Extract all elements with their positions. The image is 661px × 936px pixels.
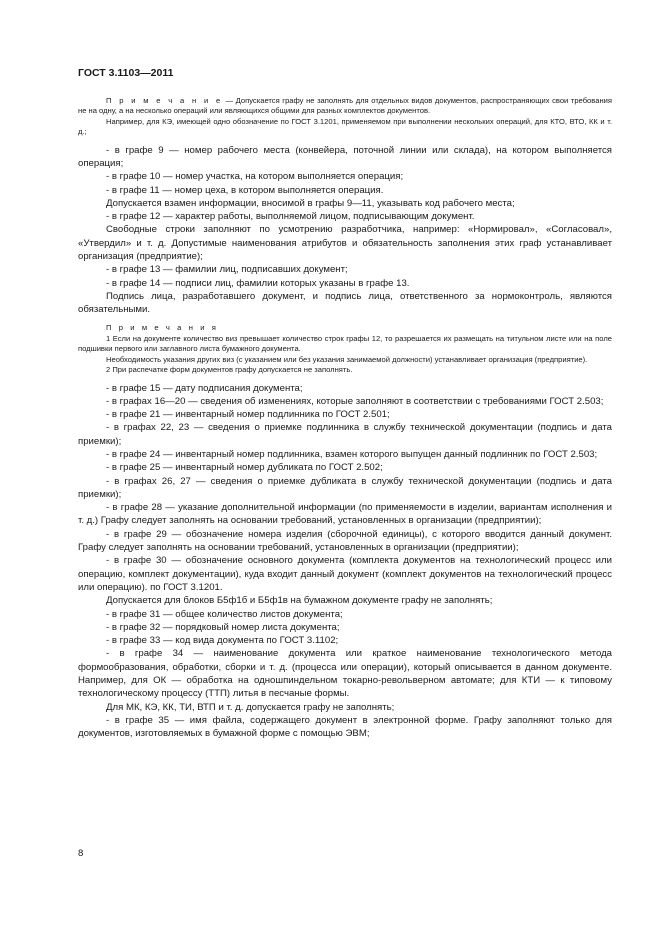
paragraph: - в графах 26, 27 — сведения о приемке дубликата в службу технической документации (подпись и дата приемки); <box>78 475 612 500</box>
paragraph: - в графе 24 — инвентарный номер подлинника, взамен которого выпущен данный подлинник по ГОСТ 2.503; <box>106 449 598 460</box>
paragraph: - в графе 31 — общее количество листов документа; <box>106 608 343 620</box>
paragraph: - в графе 11 — номер цеха, в котором выполняется операция. <box>106 184 384 196</box>
paragraph: - в графе 29 — обозначение номера изделия (сборочной единицы), с которого вводится данный документ. Графу следует заполнять на основании требований, установленных в организации (предприятии); <box>78 528 612 554</box>
paragraph: - в графах 22, 23 — сведения о приемке подлинника в службу технической документации (подпись и дата приемки); <box>78 422 612 447</box>
paragraph: - в графе 15 — дату подписания документа; <box>106 382 303 394</box>
paragraph: Подпись лица, разработавшего документ, и подпись лица, ответственного за нормоконтроль, являются обязательными. <box>78 290 612 316</box>
paragraph: - в графе 35 — имя файла, содержащего документ в электронной форме. Графу заполняют только для документов, изготовляемых в бумажной форме с помощью ЭВМ; <box>78 714 612 740</box>
paragraph: - в графе 21 — инвентарный номер подлинника по ГОСТ 2.501; <box>106 409 390 421</box>
paragraph: - в графе 13 — фамилии лиц, подписавших документ; <box>106 264 348 276</box>
paragraph: Допускается для блоков Б5ф1б и Б5ф1в на бумажном документе графу не заполнять; <box>106 595 493 607</box>
paragraph: Допускается взамен информации, вносимой в графы 9—11, указывать код рабочего места; <box>106 197 515 209</box>
note-paragraph <box>78 96 612 117</box>
standard-header: ГОСТ 3.1103—2011 <box>78 67 174 79</box>
paragraph: - в графе 28 — указание дополнительной информации (по применяемости в изделии, вариантам исполнения и т. д.) Графу следует заполнять на основании требований, установленных в организации (предприятии); <box>78 502 612 527</box>
document-body <box>78 96 612 741</box>
paragraph: - в графах 16—20 — сведения об изменениях, которые заполняют в соответствии с требованиями ГОСТ 2.503; <box>106 395 604 407</box>
paragraph: - в графе 9 — номер рабочего места (конвейера, поточной линии или склада), на котором выполняется операция; <box>78 144 612 169</box>
paragraph: - в графе 30 — обозначение основного документа (комплекта документов на технологический процесс или операцию, комплект документации), куда входит данный документ (комплект документов на технологический процесс или операцию). по ГОСТ 3.1201. <box>78 555 612 593</box>
note-example: Например, для КЭ, имеющей одно обозначение по ГОСТ 3.1201, применяемом при выполнении нескольких операций, для КТО, ВТО, КК и т. д.; <box>78 116 612 137</box>
paragraph: - в графе 12 — характер работы, выполняемой лицом, подписывающим документ. <box>106 211 475 223</box>
paragraph: - в графе 10 — номер участка, на котором выполняется операция; <box>106 171 404 183</box>
paragraph: - в графе 34 — наименование документа или краткое наименование технологического метода формообразования, обработки, сборки и т. д. (процесса или операции), который описывается в данном документе. Например, для ОК — обработка на одношпиндельном токарно-револьверном автомате; для КТИ — к типовому технологическому процессу (ТТП) литья в песчаные формы. <box>78 648 612 700</box>
paragraph: - в графе 33 — код вида документа по ГОСТ 3.1102; <box>106 635 339 647</box>
paragraph: - в графе 25 — инвентарный номер дубликата по ГОСТ 2.502; <box>106 462 383 474</box>
note-item: 2 При распечатке форм документов графу допускается не заполнять. <box>106 365 353 375</box>
paragraph: - в графе 32 — порядковый номер листа документа; <box>106 621 340 633</box>
paragraph: - в графе 14 — подписи лиц, фамилии которых указаны в графе 13. <box>106 277 410 289</box>
note-item: Необходимость указания других виз (с указанием или без указания занимаемой должности) устанавливает организация (предприятие). <box>106 354 588 364</box>
paragraph: Свободные строки заполняют по усмотрению разработчика, например: «Нормировал», «Согласовал», «Утвердил» и т. д. Допустимые наименования атрибутов и обязательность заполнения этих граф устанавливает организация (предприятие); <box>78 224 612 262</box>
note-item: 1 Если на документе количество виз превышает количество строк графы 12, то разрешается их размещать на титульном листе или на поле подшивки первого или заглавного листа бумажного документа. <box>78 333 612 354</box>
notes-label: П р и м е ч а н и я <box>106 323 219 333</box>
note-label: П р и м е ч а н и е <box>106 96 223 105</box>
note-text: — Допускается графу не заполнять для отдельных видов документов, распространяющих свои требования не на одну, а на несколько операций или являющихся общими для разных комплектов документов. <box>78 96 613 116</box>
page-number: 8 <box>78 848 84 859</box>
paragraph: Для МК, КЭ, КК, ТИ, ВТП и т. д. допускается графу не заполнять; <box>106 701 395 713</box>
